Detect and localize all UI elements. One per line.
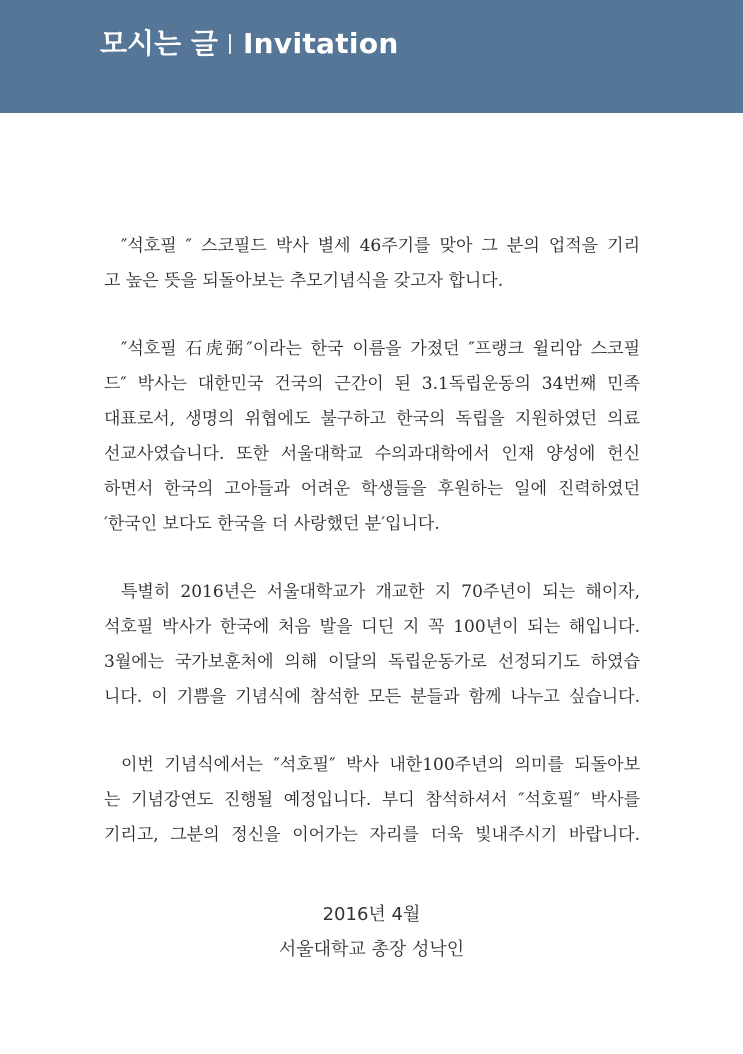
invitation-body (104, 229, 640, 886)
paragraph-4 (104, 748, 640, 853)
signature-block (0, 897, 743, 967)
paragraph-2 (104, 332, 640, 542)
title-english: Invitation (242, 27, 399, 60)
header-banner (0, 0, 743, 113)
page-title (100, 27, 399, 61)
paragraph-line: 석호필 박사가 한국에 처음 발을 디딘 지 꼭 100년이 되는 해입니다. (104, 617, 640, 637)
signature-name: 서울대학교 총장 성낙인 (278, 939, 465, 960)
paragraph-line: ′한국인 보다도 한국을 더 사랑했던 분′입니다. (104, 514, 440, 534)
paragraph-line: 는 기념강연도 진행될 예정입니다. 부디 참석하셔서 ″석호필″ 박사를 (104, 790, 640, 810)
paragraph-line: 대표로서, 생명의 위협에도 불구하고 한국의 독립을 지원하였던 의료 (104, 409, 640, 429)
title-separator (229, 34, 231, 54)
paragraph-line: 니다. 이 기쁨을 기념식에 참석한 모든 분들과 함께 나누고 싶습니다. (104, 687, 640, 707)
paragraph-3 (104, 575, 640, 715)
paragraph-line: 선교사였습니다. 또한 서울대학교 수의과대학에서 인재 양성에 헌신 (104, 444, 640, 464)
paragraph-line: 고 높은 뜻을 되돌아보는 추모기념식을 갖고자 합니다. (104, 271, 504, 291)
signature-date: 2016년 4월 (322, 904, 421, 925)
paragraph-line: ″석호필 石虎弼″이라는 한국 이름을 가졌던 ″프랭크 윌리암 스코필 (121, 339, 640, 359)
paragraph-line: 이번 기념식에서는 ″석호필″ 박사 내한100주년의 의미를 되돌아보 (121, 755, 640, 775)
paragraph-line: 기리고, 그분의 정신을 이어가는 자리를 더욱 빛내주시기 바랍니다. (104, 825, 640, 845)
paragraph-line: ″석호필 ″ 스코필드 박사 별세 46주기를 맞아 그 분의 업적을 기리 (121, 236, 640, 256)
paragraph-line: 하면서 한국의 고아들과 어려운 학생들을 후원하는 일에 진력하였던 (104, 479, 640, 499)
paragraph-1 (104, 229, 640, 299)
paragraph-line: 드″ 박사는 대한민국 건국의 근간이 된 3.1독립운동의 34번째 민족 (104, 374, 640, 394)
title-korean: 모시는 글 (100, 27, 218, 60)
paragraph-line: 특별히 2016년은 서울대학교가 개교한 지 70주년이 되는 해이자, (121, 582, 640, 602)
paragraph-line: 3월에는 국가보훈처에 의해 이달의 독립운동가로 선정되기도 하였습 (104, 652, 640, 672)
